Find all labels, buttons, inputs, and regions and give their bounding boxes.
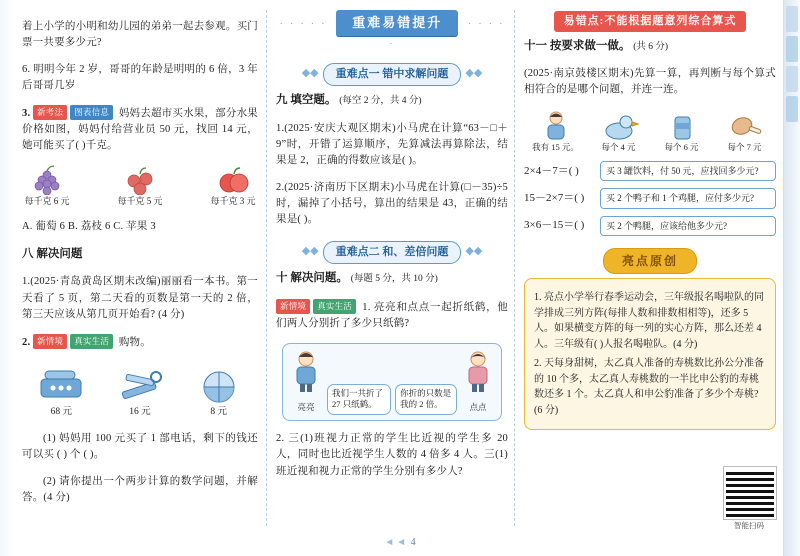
good-item <box>188 361 250 420</box>
question-2-number: 2. <box>22 336 31 348</box>
fill-blank-q2: 2.(2025·济南历下区期末)小马虎在计算(□－35)÷5 时，漏掉了小括号，算出的结果是 43，正确的结果是( )。 <box>276 181 508 226</box>
column-one <box>22 8 258 530</box>
good-price: 16 元 <box>129 407 151 418</box>
page-tab <box>786 6 798 32</box>
speech-bubble-left: 我们一共折了 27 只纸鹤。 <box>327 384 391 415</box>
question-3-options: A. 葡萄 6 B. 荔枝 6 C. 苹果 3 <box>22 221 156 233</box>
page-number: 4 <box>410 536 416 548</box>
question-2-sub2: (2) 请你提出一个两步计算的数学问题，并解答。(4 分) <box>22 475 258 503</box>
highlight-banner-label: 亮点原创 <box>603 248 697 275</box>
fill-blank-q1: 1.(2025·安庆大观区期末)小马虎在计算“63－□＋9”时，开错了运算顺序，先算减法再算除法，结果是 2，正确的得数应该是( )。 <box>276 122 508 167</box>
question-2-sub1: (1) 妈妈用 100 元买了 1 部电话，剩下的钱还可以买 ( ) 个 ( )。 <box>22 432 258 460</box>
calc-expression[interactable]: 15－2×7＝( ) <box>524 192 585 204</box>
boy-with-money-icon <box>529 109 583 141</box>
question-3-number: 3. <box>22 107 31 119</box>
grape-icon <box>24 165 70 195</box>
toy-item <box>718 109 772 154</box>
good-item <box>109 361 171 420</box>
kid-name-left: 亮亮 <box>297 402 315 413</box>
qr-code-icon[interactable] <box>724 467 776 519</box>
highlight-banner <box>524 248 776 275</box>
boy-figure-icon <box>289 349 323 393</box>
calc-intro: (2025·南京鼓楼区期末)先算一算，再判断与每个算式相符合的是哪个问题，并连一连。 <box>524 68 776 96</box>
speech-bubble-right: 你折的只数是我的 2 倍。 <box>395 384 457 415</box>
good-item <box>30 361 92 420</box>
footer-arrows: ◄◄ <box>384 536 409 548</box>
calc-expression[interactable]: 2×4－7＝( ) <box>524 164 579 177</box>
new-context-tag: 新情境 <box>276 299 310 314</box>
calc-note[interactable]: 买 2 个鸭子和 1 个鸡腿，应付多少元? <box>600 188 776 208</box>
solve-question-2 <box>22 334 258 507</box>
top-paragraph: 着上小学的小明和幼儿园的弟弟一起去参观。买门票一共要多少元? <box>22 20 258 48</box>
telephone-icon <box>30 361 92 405</box>
column-three <box>524 8 776 530</box>
good-price: 8 元 <box>210 407 227 418</box>
section-title-solve: 八 解决问题 <box>22 248 83 261</box>
calc-row <box>524 188 776 208</box>
fruit-price: 每千克 5 元 <box>117 195 163 206</box>
fruit-item <box>24 165 70 209</box>
fill-blank-title: 九 填空题。 (每空 2 分，共 4 分) <box>276 94 422 107</box>
qr-code-block[interactable] <box>724 467 774 532</box>
fruit-price-illustration <box>24 165 256 209</box>
solve-question-1: 1.(2025·青岛黄岛区期末改编)丽丽看一本书。第一天看了 5 页，第二天看的页数是第一天的 2 倍，第三天应该从第几页开始看? (4 分) <box>22 276 258 320</box>
calc-title: 十一 按要求做一做。 (共 6 分) <box>524 39 669 52</box>
good-price: 68 元 <box>50 407 73 418</box>
apple-icon <box>210 165 256 195</box>
fruit-price: 每千克 3 元 <box>210 195 256 206</box>
toy-label: 我有 15 元。 <box>532 142 579 153</box>
toy-item <box>592 109 646 154</box>
column-divider <box>514 10 515 526</box>
subsection-one-header: ◆◆ 重难点一 错中求解问题 ◆◆ <box>276 61 508 86</box>
solve-q1: 新情境 真实生活 1. 亮亮和点点一起折纸鹤，他们两人分别折了多少只纸鹤? <box>276 300 509 329</box>
fruit-item <box>210 165 256 209</box>
page-footer <box>0 535 800 551</box>
solve-score: (每题 5 分，共 10 分) <box>350 274 438 285</box>
column-two <box>276 8 508 530</box>
page-binding-edge <box>783 0 800 556</box>
kid-name-right: 点点 <box>469 402 487 413</box>
toy-item <box>655 109 709 154</box>
toy-price: 每个 4 元 <box>601 142 636 153</box>
new-context-tag: 新情境 <box>33 334 67 349</box>
calc-match-list <box>524 161 776 235</box>
toys-illustration <box>524 109 776 154</box>
calc-note[interactable]: 买 3 罐饮料，付 50 元，应找回多少元? <box>600 161 776 181</box>
calc-note[interactable]: 买 2 个鸭腿，应该给他多少元? <box>600 216 776 236</box>
page-tabs <box>786 6 798 126</box>
calc-expression[interactable]: 3×6－15＝( ) <box>524 219 585 232</box>
tools-icon <box>109 361 171 405</box>
fruit-item <box>117 165 163 209</box>
qr-caption: 智能扫码 <box>734 521 764 531</box>
question-6: 6. 明明今年 2 岁，哥哥的年龄是明明的 6 倍，3 年后哥哥几岁 <box>22 63 258 91</box>
error-point-header: 易错点:不能根据题意列综合算式 <box>554 11 747 32</box>
question-3 <box>22 105 258 236</box>
lychee-icon <box>117 165 163 195</box>
subsection-two-header: ◆◆ 重难点二 和、差倍问题 ◆◆ <box>276 239 508 264</box>
subsection-one-label: 重难点一 错中求解问题 <box>323 63 462 86</box>
duck-toy-icon <box>592 109 646 141</box>
toy-price: 每个 6 元 <box>664 142 699 153</box>
chicken-leg-icon <box>718 109 772 141</box>
page-tab <box>786 66 798 92</box>
calc-score: (共 6 分) <box>633 41 669 52</box>
calc-row <box>524 161 776 181</box>
real-life-tag: 真实生活 <box>313 299 356 314</box>
kids-illustration <box>282 343 502 421</box>
solve-q2: 2. 三(1)班视力正常的学生比近视的学生多 20 人，同时也比近视学生人数的 4 倍多 4 人。三(1)班近视和视力正常的学生分别有多少人? <box>276 433 508 477</box>
new-method-tag: 新考法 <box>33 105 67 120</box>
ball-icon <box>188 361 250 405</box>
main-banner-label: 重难易错提升 <box>336 10 458 36</box>
main-banner: · · · · · 重难易错提升 · · · · · <box>276 10 508 53</box>
calc-row <box>524 216 776 236</box>
toy-item <box>529 109 583 154</box>
question-3-text: 妈妈去超市买水果，部分水果价格如图，妈妈付给营业员 50 元，找回 14 元，她可能买了( )千克。 <box>22 107 258 152</box>
page-tab <box>786 96 798 122</box>
highlight-q2: 2. 天每身甜树，太乙真人准备的寿桃数比孙公分准备的 10 个多，太乙真人寿桃数的一半比申公豹的寿桃数还多 1 个。太乙真人和申公豹准备了多少个寿桃? (6 分) <box>534 358 764 416</box>
page-tab <box>786 36 798 62</box>
fruit-price: 每千克 6 元 <box>24 195 70 206</box>
highlight-q1: 1. 亮点小学举行春季运动会，三年级报名喝啦队的同学排成三列方阵(每排人数和排数相相等)，还多 5 人。如果横变方阵的每一列的实心方阵，那么还差 4 人。三年级有( )人报名喝啦队。(4 分) <box>534 292 764 350</box>
toy-price: 每个 7 元 <box>727 142 762 153</box>
question-2-text: 购物。 <box>118 336 151 348</box>
goods-illustration <box>22 361 258 420</box>
chart-info-tag: 图表信息 <box>70 105 113 120</box>
drink-can-icon <box>655 109 709 141</box>
real-life-tag: 真实生活 <box>70 334 113 349</box>
subsection-two-label: 重难点二 和、差倍问题 <box>323 241 462 264</box>
highlight-box <box>524 278 776 430</box>
fill-blank-score: (每空 2 分，共 4 分) <box>339 96 422 107</box>
girl-figure-icon <box>461 349 495 393</box>
column-divider <box>266 10 267 526</box>
solve-title: 十 解决问题。 (每题 5 分，共 10 分) <box>276 272 438 285</box>
